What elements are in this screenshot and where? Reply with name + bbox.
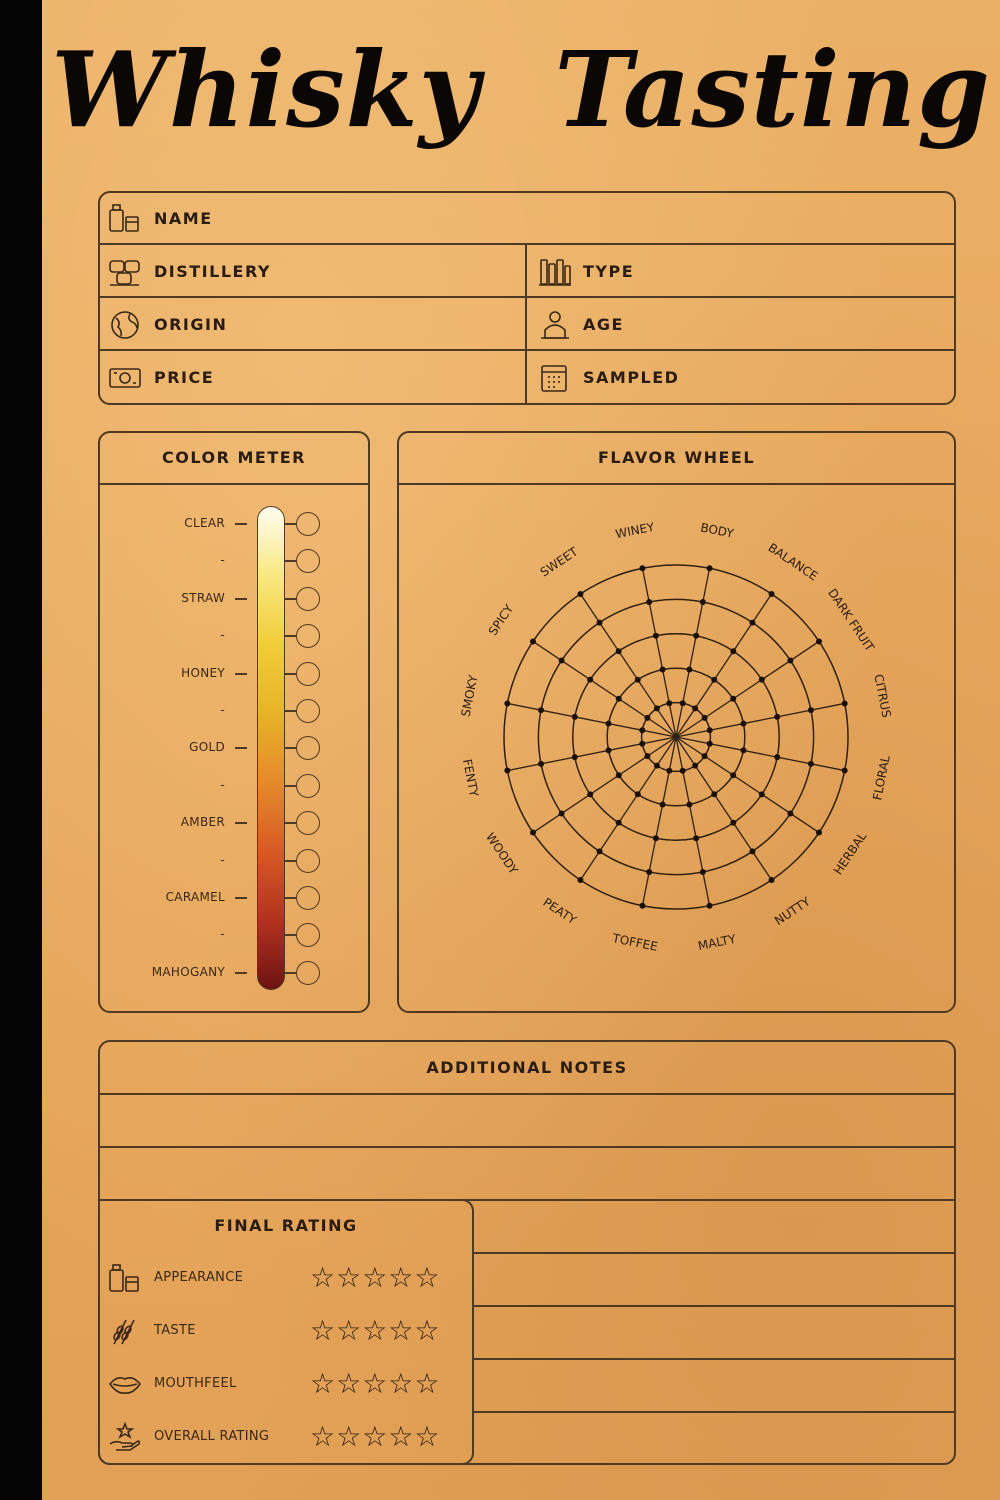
wheel-point[interactable]: [693, 835, 699, 841]
wheel-point[interactable]: [666, 768, 672, 774]
color-level-tick: [235, 747, 247, 749]
color-level-checkbox[interactable]: [296, 587, 320, 611]
color-meter-title: COLOR METER: [162, 448, 306, 467]
age-figure-icon: [538, 310, 572, 340]
wheel-point[interactable]: [654, 705, 660, 711]
wheel-point[interactable]: [680, 700, 686, 706]
wheel-point[interactable]: [646, 869, 652, 875]
wheel-point[interactable]: [639, 903, 645, 909]
origin-field[interactable]: [260, 303, 520, 343]
rating-label-overall: OVERALL RATING: [154, 1429, 270, 1444]
wheel-point[interactable]: [616, 772, 622, 778]
wheel-point[interactable]: [577, 591, 583, 597]
color-level-checkbox[interactable]: [296, 849, 320, 873]
wheel-point[interactable]: [639, 741, 645, 747]
wheel-point[interactable]: [707, 565, 713, 571]
age-field[interactable]: [660, 303, 950, 343]
wheel-point[interactable]: [711, 677, 717, 683]
appearance-star-rating[interactable]: ☆☆☆☆☆: [310, 1261, 441, 1294]
wheel-point[interactable]: [749, 620, 755, 626]
color-level-checkbox[interactable]: [296, 774, 320, 798]
age-label: AGE: [583, 315, 624, 334]
color-level-connector: [284, 710, 296, 712]
wheel-point[interactable]: [504, 768, 510, 774]
wheel-point[interactable]: [635, 677, 641, 683]
color-level-tick: [235, 822, 247, 824]
wheel-point[interactable]: [749, 848, 755, 854]
flavor-label: HERBAL: [831, 829, 870, 878]
wheel-point[interactable]: [711, 791, 717, 797]
wheel-point[interactable]: [572, 754, 578, 760]
final-rating-title: FINAL RATING: [214, 1216, 358, 1235]
flavor-label: TOFFEE: [611, 931, 659, 954]
color-level-label: MAHOGANY: [151, 964, 225, 979]
wheel-point[interactable]: [774, 714, 780, 720]
origin-label: ORIGIN: [154, 315, 228, 334]
color-level-connector: [284, 560, 296, 562]
flavor-label: SWEET: [537, 544, 581, 580]
wheel-point[interactable]: [616, 648, 622, 654]
flavor-label: SPICY: [485, 602, 517, 639]
wheel-point[interactable]: [700, 869, 706, 875]
sampled-label: SAMPLED: [583, 368, 680, 387]
wheel-point[interactable]: [635, 791, 641, 797]
color-level-label: GOLD: [189, 740, 225, 755]
color-level-label: -: [220, 852, 225, 867]
color-level-connector: [284, 635, 296, 637]
wheel-point[interactable]: [666, 700, 672, 706]
wheel-point[interactable]: [616, 696, 622, 702]
wheel-point[interactable]: [597, 848, 603, 854]
color-level-label: HONEY: [181, 665, 225, 680]
wheel-point[interactable]: [707, 741, 713, 747]
rating-label-appearance: APPEARANCE: [154, 1270, 244, 1285]
flavor-wheel-title: FLAVOR WHEEL: [597, 448, 756, 467]
color-level-label: -: [220, 927, 225, 942]
wheel-point[interactable]: [769, 591, 775, 597]
wheel-point[interactable]: [692, 763, 698, 769]
whisky-shelf-icon: [538, 257, 572, 287]
wheel-point[interactable]: [787, 658, 793, 664]
wheel-point[interactable]: [702, 715, 708, 721]
wheel-point[interactable]: [538, 707, 544, 713]
calendar-icon: [538, 363, 572, 393]
color-level-label: -: [220, 703, 225, 717]
wheel-point[interactable]: [530, 638, 536, 644]
wheel-point[interactable]: [653, 835, 659, 841]
wheel-point[interactable]: [559, 658, 565, 664]
wheel-point[interactable]: [740, 747, 746, 753]
color-level-connector: [284, 822, 296, 824]
flavor-label: PEATY: [540, 895, 579, 928]
color-meter-header-divider: [99, 483, 369, 485]
wheel-point[interactable]: [606, 747, 612, 753]
color-level-checkbox[interactable]: [296, 961, 320, 985]
wheel-point[interactable]: [559, 810, 565, 816]
wheel-point[interactable]: [587, 677, 593, 683]
color-level-label: AMBER: [180, 815, 225, 830]
flavor-label: BALANCE: [765, 540, 821, 584]
flavor-label: BODY: [699, 520, 735, 541]
wheel-point[interactable]: [730, 772, 736, 778]
flavor-wheel[interactable]: [398, 484, 955, 1012]
distillery-label: DISTILLERY: [154, 262, 271, 281]
wheel-point[interactable]: [740, 721, 746, 727]
bottle-icon: [108, 203, 142, 233]
color-level-connector: [284, 897, 296, 899]
wheel-point[interactable]: [680, 768, 686, 774]
wheel-point[interactable]: [730, 696, 736, 702]
wheel-point[interactable]: [587, 791, 593, 797]
color-level-connector: [284, 523, 296, 525]
wheel-point[interactable]: [816, 830, 822, 836]
color-level-checkbox[interactable]: [296, 512, 320, 536]
wheel-point[interactable]: [686, 801, 692, 807]
wheel-point[interactable]: [693, 633, 699, 639]
color-level-connector: [284, 747, 296, 749]
rating-label-mouthfeel: MOUTHFEEL: [154, 1376, 237, 1391]
wheel-point[interactable]: [769, 877, 775, 883]
color-gradient-bar: [257, 506, 285, 990]
additional-notes-title: ADDITIONAL NOTES: [426, 1058, 628, 1077]
color-level-tick: [235, 598, 247, 600]
wheel-point[interactable]: [730, 820, 736, 826]
bottle-icon: [108, 1263, 142, 1293]
wheel-point[interactable]: [644, 753, 650, 759]
info-divider: [99, 349, 955, 351]
wheel-point[interactable]: [700, 599, 706, 605]
money-icon: [108, 363, 142, 393]
book-spine: [0, 0, 42, 1500]
flavor-label: MALTY: [696, 931, 738, 954]
flavor-label: DARK FRUIT: [825, 586, 877, 654]
flavor-label: WINEY: [614, 519, 656, 542]
page-title: Whisky Tasting: [51, 28, 991, 151]
taste-star-rating[interactable]: ☆☆☆☆☆: [310, 1314, 441, 1347]
color-level-tick: [235, 523, 247, 525]
wheel-point[interactable]: [639, 727, 645, 733]
overall-star-rating[interactable]: ☆☆☆☆☆: [310, 1420, 441, 1453]
wheel-point[interactable]: [538, 761, 544, 767]
color-level-checkbox[interactable]: [296, 662, 320, 686]
wheel-point[interactable]: [707, 903, 713, 909]
wheel-point[interactable]: [759, 677, 765, 683]
hand-star-icon: [108, 1422, 142, 1452]
wheel-point[interactable]: [808, 707, 814, 713]
color-level-checkbox[interactable]: [296, 624, 320, 648]
wheel-point[interactable]: [646, 599, 652, 605]
wheel-point[interactable]: [842, 768, 848, 774]
wheel-point[interactable]: [842, 700, 848, 706]
wheel-point[interactable]: [660, 667, 666, 673]
color-level-label: -: [220, 628, 225, 643]
sampled-field[interactable]: [690, 356, 950, 396]
color-level-checkbox[interactable]: [296, 886, 320, 910]
wheel-point[interactable]: [616, 820, 622, 826]
rating-label-taste: TASTE: [154, 1323, 196, 1338]
mouthfeel-star-rating[interactable]: ☆☆☆☆☆: [310, 1367, 441, 1400]
name-label: NAME: [154, 209, 213, 228]
price-field[interactable]: [260, 356, 520, 396]
wheel-point[interactable]: [653, 633, 659, 639]
color-level-tick: [235, 972, 247, 974]
wheel-point[interactable]: [572, 714, 578, 720]
color-level-connector: [284, 972, 296, 974]
wheel-point[interactable]: [707, 727, 713, 733]
color-meter-box: [98, 431, 370, 1013]
wheel-point[interactable]: [530, 830, 536, 836]
price-label: PRICE: [154, 368, 215, 387]
wheel-point[interactable]: [774, 754, 780, 760]
color-level-label: CLEAR: [184, 516, 225, 530]
wheel-point[interactable]: [787, 810, 793, 816]
color-level-label: -: [220, 777, 225, 792]
color-level-checkbox[interactable]: [296, 699, 320, 723]
name-field[interactable]: [260, 198, 950, 238]
wheel-point[interactable]: [808, 761, 814, 767]
wheel-point[interactable]: [577, 877, 583, 883]
wheel-point[interactable]: [692, 705, 698, 711]
wheel-point[interactable]: [606, 721, 612, 727]
wheel-point[interactable]: [686, 667, 692, 673]
color-level-checkbox[interactable]: [296, 811, 320, 835]
color-level-label: STRAW: [181, 590, 225, 605]
flavor-label: NUTTY: [772, 894, 813, 928]
info-column-divider: [525, 244, 527, 404]
flavor-label: FENTY: [459, 757, 482, 798]
color-level-connector: [284, 934, 296, 936]
flavor-label: FLORAL: [870, 754, 893, 802]
type-field[interactable]: [660, 250, 950, 290]
wheel-point[interactable]: [816, 638, 822, 644]
wheel-point[interactable]: [654, 763, 660, 769]
info-divider: [99, 296, 955, 298]
type-label: TYPE: [583, 262, 635, 281]
wheat-icon: [108, 1316, 142, 1346]
wheel-point[interactable]: [702, 753, 708, 759]
notes-writing-area[interactable]: [100, 1095, 954, 1198]
distillery-field[interactable]: [290, 250, 520, 290]
barrels-icon: [108, 257, 142, 287]
color-level-tick: [235, 897, 247, 899]
color-level-connector: [284, 860, 296, 862]
color-level-connector: [284, 673, 296, 675]
color-level-label: CARAMEL: [165, 890, 225, 904]
flavor-label: CITRUS: [871, 672, 894, 719]
color-level-connector: [284, 785, 296, 787]
globe-icon: [108, 310, 142, 340]
wheel-point[interactable]: [597, 620, 603, 626]
info-divider: [99, 243, 955, 245]
color-level-connector: [284, 598, 296, 600]
notes-writing-area-side[interactable]: [475, 1201, 954, 1463]
wheel-point[interactable]: [644, 715, 650, 721]
wheel-point[interactable]: [504, 700, 510, 706]
color-level-tick: [235, 673, 247, 675]
wheel-point[interactable]: [730, 648, 736, 654]
lips-icon: [108, 1369, 142, 1399]
flavor-label: SMOKY: [458, 673, 481, 718]
color-level-label: -: [220, 553, 225, 568]
wheel-point[interactable]: [660, 801, 666, 807]
wheel-point[interactable]: [639, 565, 645, 571]
flavor-label: WOODY: [483, 830, 521, 877]
wheel-point[interactable]: [759, 791, 765, 797]
